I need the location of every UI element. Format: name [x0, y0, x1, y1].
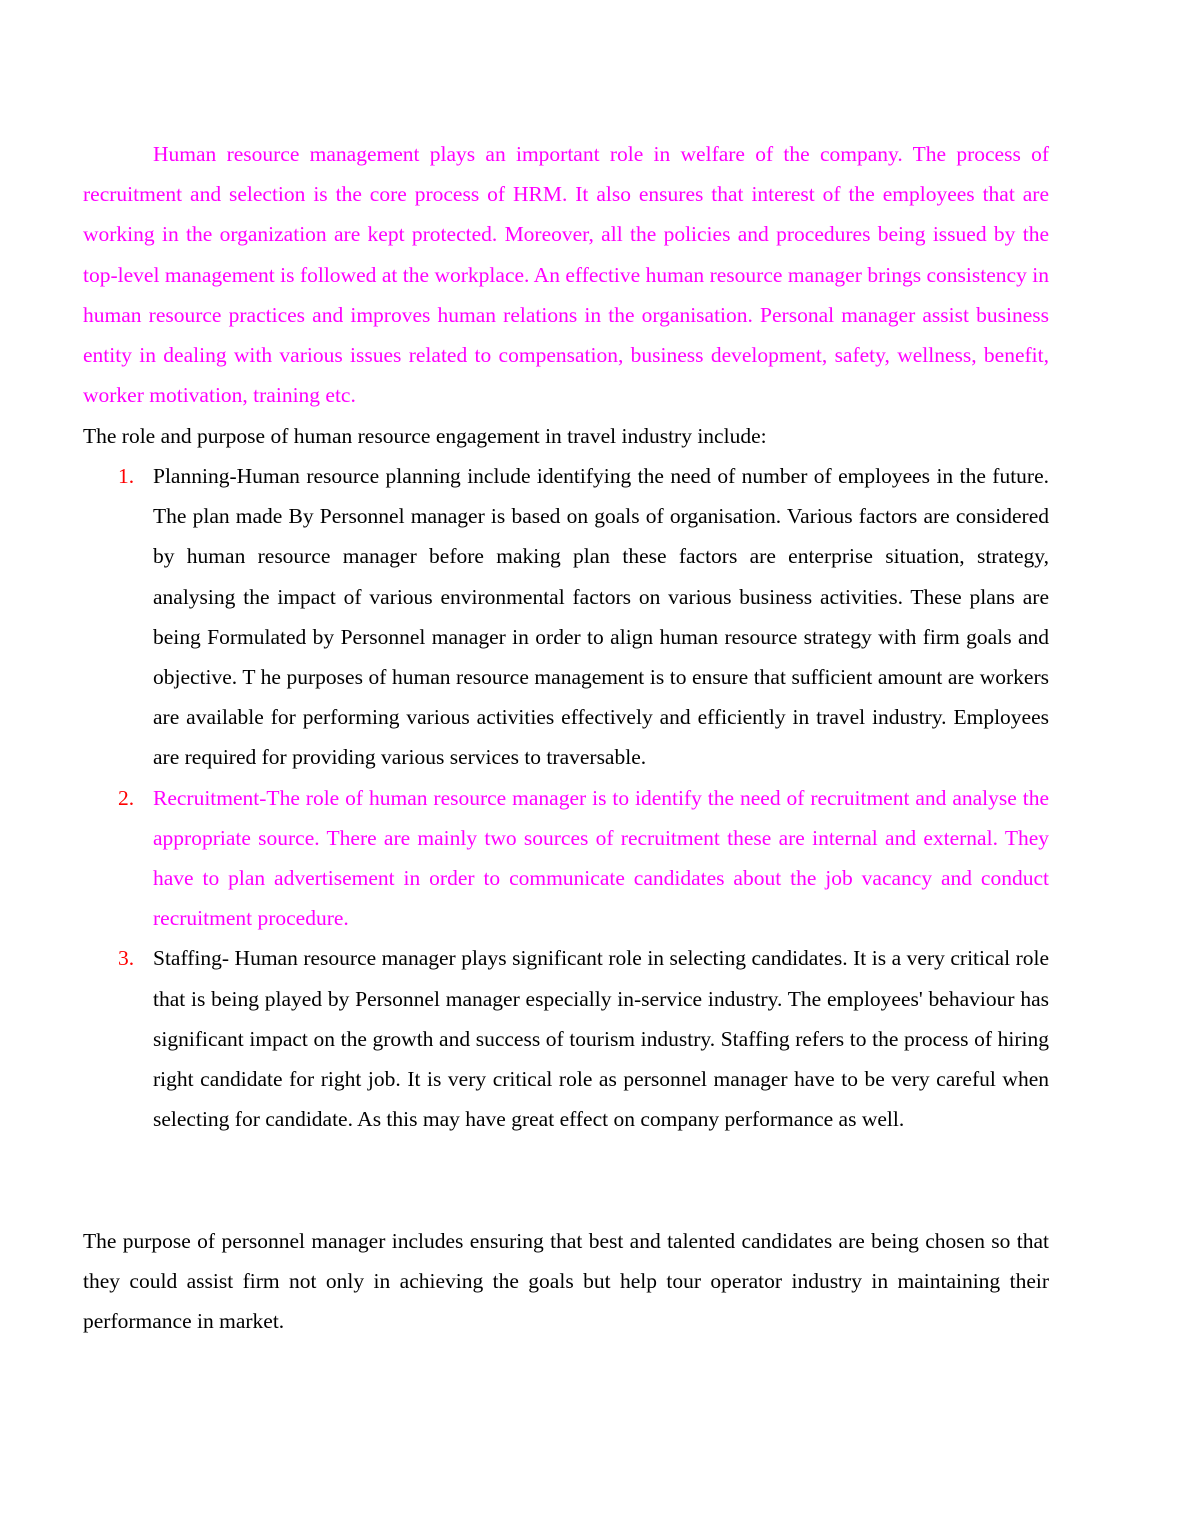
intro-paragraph: Human resource management plays an important role in welfare of the company. The process of recruitment and selection is the core process of HRM. It also ensures that interest of the employees that are working in the organization are kept protected. Moreover, all the policies and procedures being issued by the top-level management is followed at the workplace. An effective human resource manager brings consistency in human resource practices and improves human relations in the organisation. Personal manager assist business entity in dealing with various issues related to compensation, business development, safety, wellness, benefit, worker motivation, training etc. — [83, 142, 1049, 408]
lead-in-paragraph: The role and purpose of human resource engagement in travel industry include: — [83, 424, 767, 448]
list-item-planning — [83, 456, 1049, 778]
closing-paragraph: The purpose of personnel manager includes ensuring that best and talented candidates are being chosen so that they could assist firm not only in achieving the goals but help tour operator industry in maintaining their performance in market. — [83, 1229, 1049, 1334]
list-item-text: Recruitment-The role of human resource manager is to identify the need of recruitment and analyse the appropriate source. There are mainly two sources of recruitment these are internal and external. They have to plan advertisement in order to communicate candidates about the job vacancy and conduct recruitment procedure. — [153, 785, 1049, 931]
list-item-text: Planning-Human resource planning include identifying the need of number of employees in the future. The plan made By Personnel manager is based on goals of organisation. Various factors are considered by human resource manager before making plan these factors are enterprise situation, strategy, analysing the impact of various environmental factors on various business activities. These plans are being Formulated by Personnel manager in order to align human resource strategy with firm goals and objective. T he purposes of human resource management is to ensure that sufficient amount are workers are available for performing various activities effectively and efficiently in travel industry. Employees are required for providing various services to traversable. — [153, 464, 1049, 770]
role-purpose-list — [83, 456, 1049, 1139]
list-number: 3. — [118, 946, 135, 971]
list-item-recruitment — [83, 778, 1049, 939]
list-number: 1. — [118, 464, 135, 488]
list-number: 2. — [118, 785, 135, 810]
list-item-text: Staffing- Human resource manager plays significant role in selecting candidates. It is a very critical role that is being played by Personnel manager especially in-service industry. The employees' behaviour has significant impact on the growth and success of tourism industry. Staffing refers to the process of hiring right candidate for right job. It is very critical role as personnel manager have to be very careful when selecting for candidate. As this may have great effect on company performance as well. — [153, 946, 1049, 1132]
list-item-staffing — [83, 938, 1049, 1139]
